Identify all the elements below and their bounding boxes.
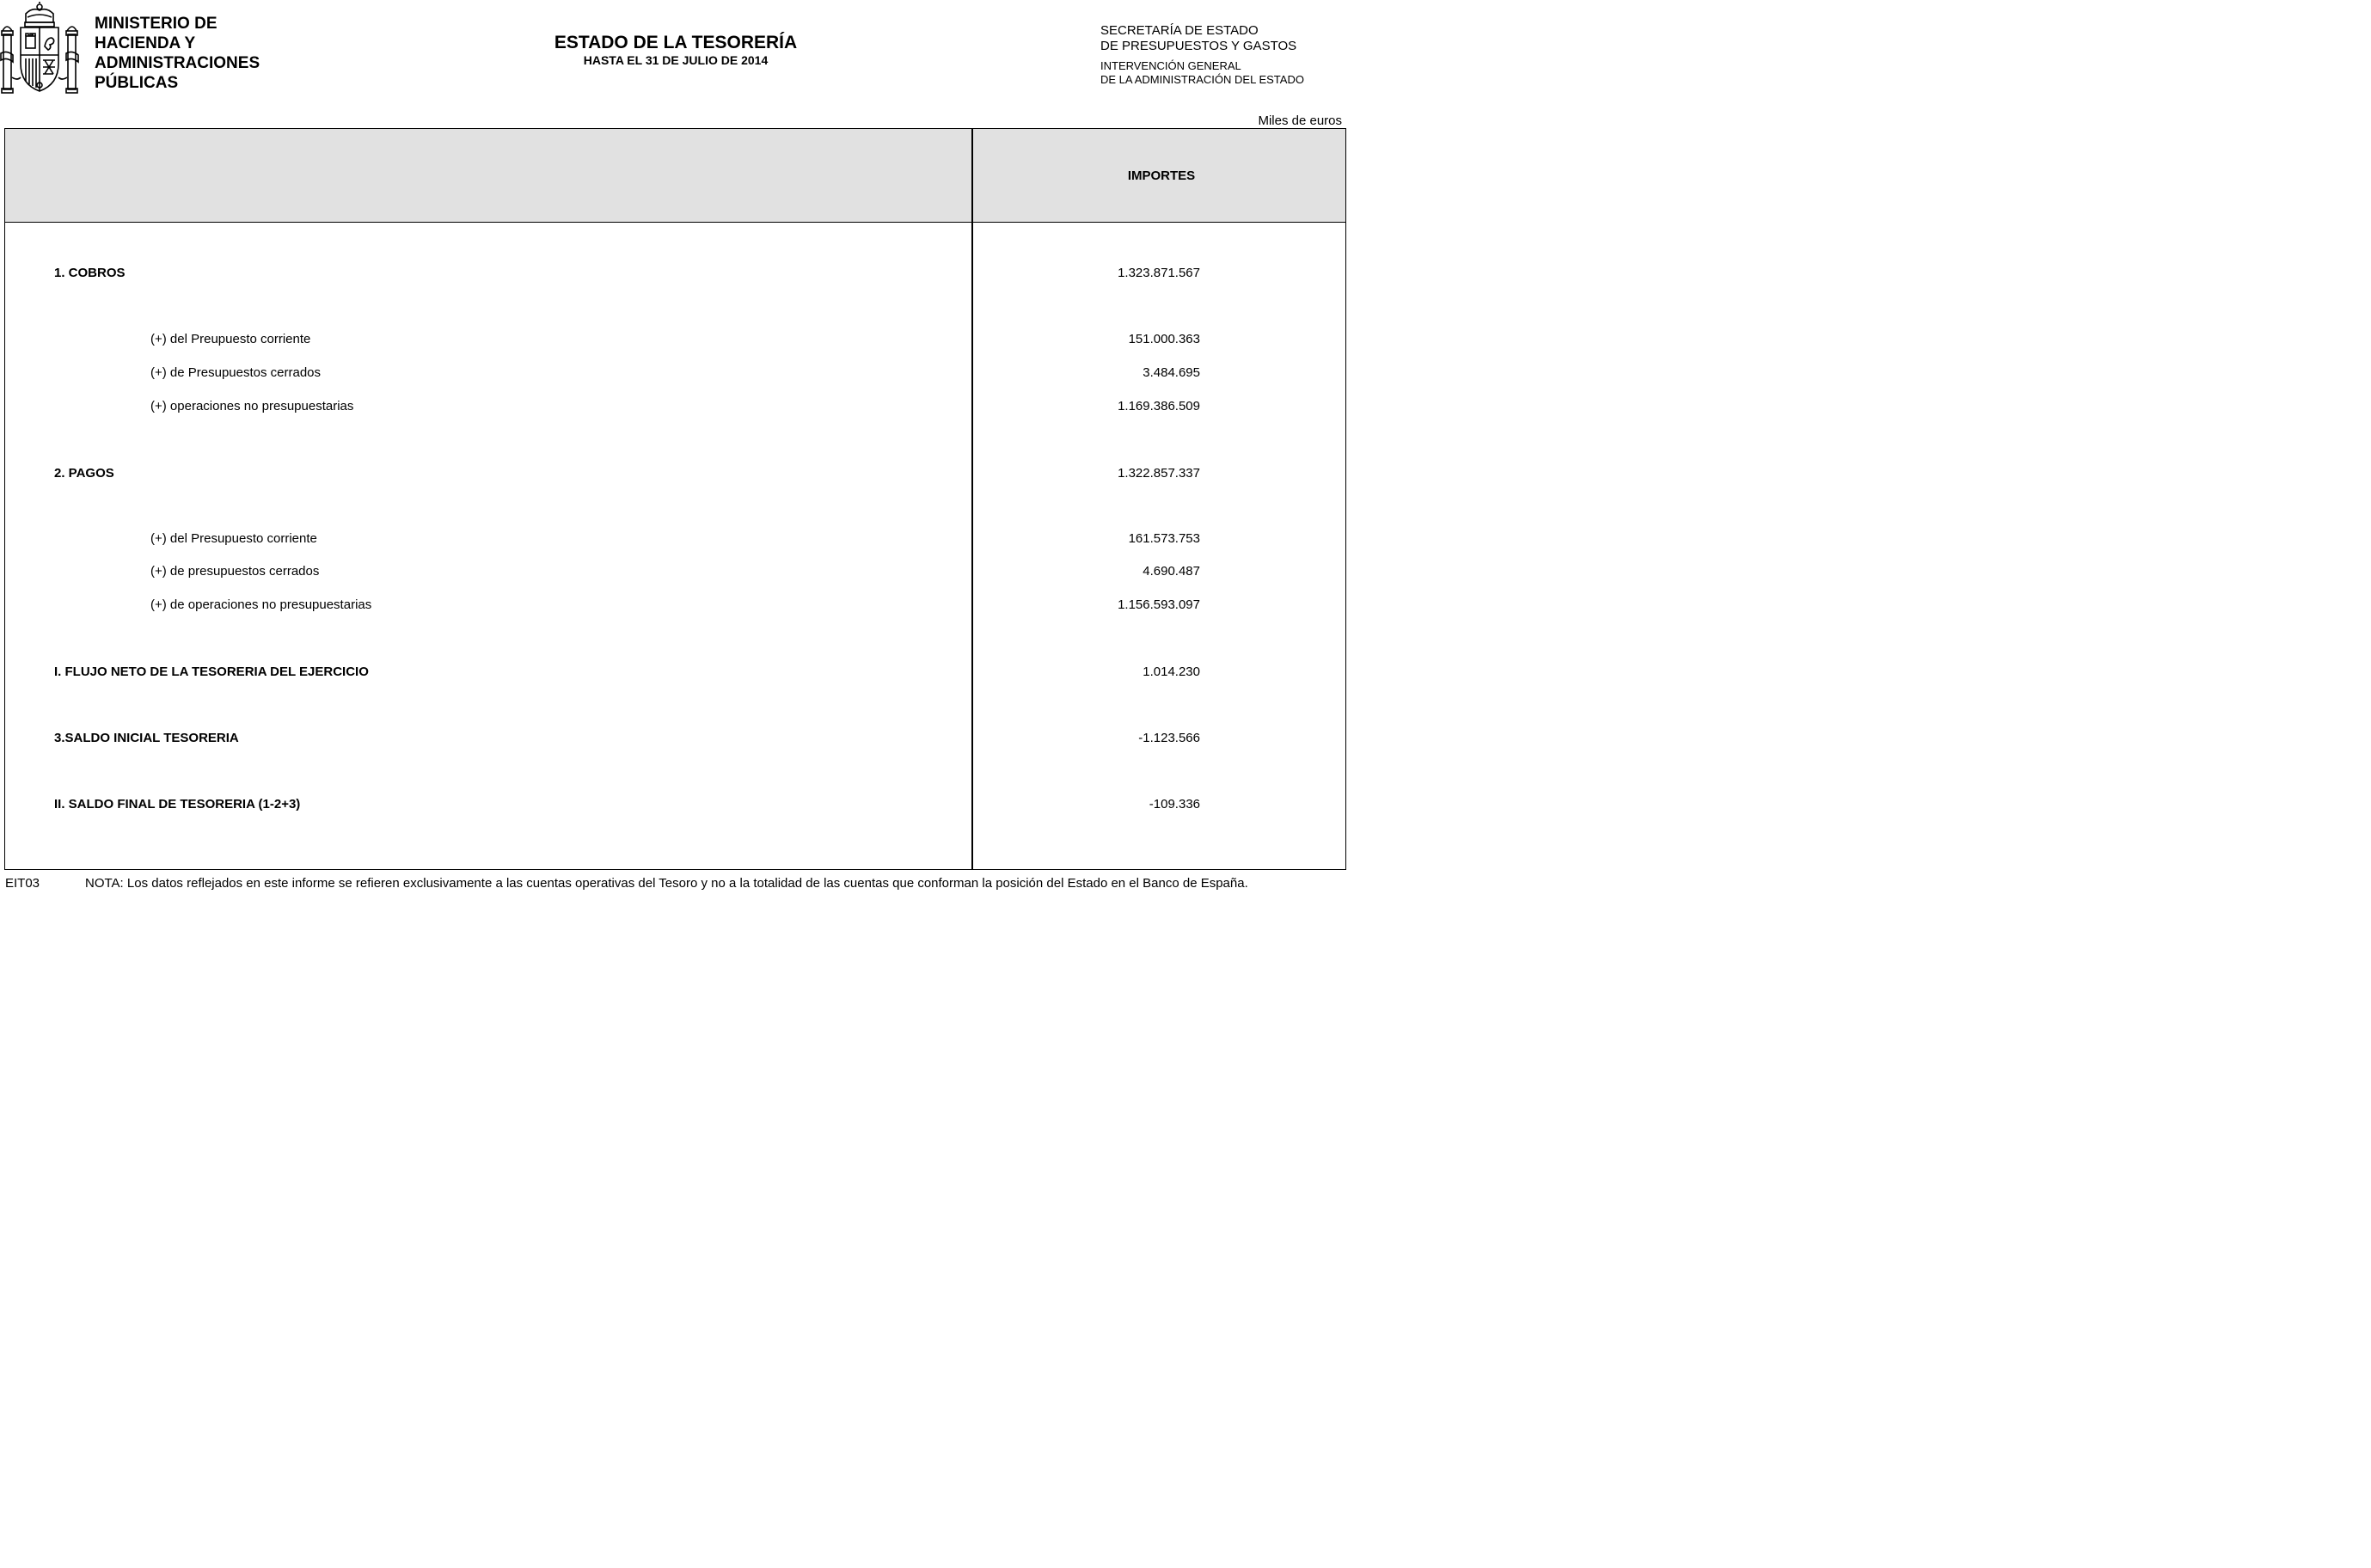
row-value: 1.156.593.097 [1118, 597, 1200, 612]
row-value: 151.000.363 [1128, 332, 1200, 346]
column-divider [971, 128, 973, 870]
report-code: EIT03 [5, 876, 40, 891]
row-label: (+) de operaciones no presupuestarias [150, 597, 372, 612]
table-row [5, 466, 1345, 483]
report-title: ESTADO DE LA TESORERÍA [554, 33, 798, 52]
intervencion-block [1100, 59, 1304, 86]
row-value: -1.123.566 [1138, 731, 1200, 745]
table-row [5, 266, 1345, 283]
row-label: 2. PAGOS [54, 466, 114, 481]
treasury-table [4, 128, 1346, 870]
table-row [5, 365, 1345, 383]
row-label: (+) de Presupuestos cerrados [150, 365, 322, 380]
row-label: (+) operaciones no presupuestarias [150, 399, 354, 413]
ministry-line: ADMINISTRACIONES [95, 54, 260, 72]
footer-note: NOTA: Los datos reflejados en este informe se refieren exclusivamente a las cuentas operativas del Tesoro y no a la totalidad de las cuentas que conforman la posición del Estado en el Banco de España. [85, 876, 1248, 891]
secretaria-block [1100, 23, 1296, 54]
table-row [5, 597, 1345, 615]
table-row [5, 731, 1345, 748]
secretaria-line: DE PRESUPUESTOS Y GASTOS [1100, 39, 1297, 53]
row-label: 1. COBROS [54, 266, 126, 280]
intervencion-line: DE LA ADMINISTRACIÓN DEL ESTADO [1100, 72, 1304, 86]
row-label: I. FLUJO NETO DE LA TESORERIA DEL EJERCICIO [54, 665, 369, 679]
row-value: 3.484.695 [1143, 365, 1200, 380]
row-label: II. SALDO FINAL DE TESORERIA (1-2+3) [54, 797, 301, 812]
row-value: 161.573.753 [1128, 531, 1200, 546]
table-row [5, 399, 1345, 416]
secretaria-line: SECRETARÍA DE ESTADO [1100, 23, 1259, 38]
table-row [5, 531, 1345, 548]
intervencion-line: INTERVENCIÓN GENERAL [1100, 59, 1241, 72]
row-label: 3.SALDO INICIAL TESORERIA [54, 731, 239, 745]
units-label: Miles de euros [1258, 113, 1342, 128]
ministry-line: HACIENDA Y [95, 34, 196, 52]
table-row [5, 797, 1345, 814]
row-label: (+) del Preupuesto corriente [150, 332, 311, 346]
row-value: 1.323.871.567 [1118, 266, 1200, 280]
row-value: 1.169.386.509 [1118, 399, 1200, 413]
report-subtitle: HASTA EL 31 DE JULIO DE 2014 [583, 53, 769, 67]
row-value: -109.336 [1149, 797, 1200, 812]
report-title-block [504, 33, 848, 68]
table-row [5, 665, 1345, 682]
table-row [5, 332, 1345, 349]
row-label: (+) de presupuestos cerrados [150, 564, 320, 579]
row-value: 1.322.857.337 [1118, 466, 1200, 481]
ministry-line: PÚBLICAS [95, 74, 179, 92]
column-header-importes: IMPORTES [1127, 168, 1196, 183]
ministry-line: MINISTERIO DE [95, 15, 217, 33]
table-row [5, 564, 1345, 581]
ministry-name [95, 14, 260, 93]
row-label: (+) del Presupuesto corriente [150, 531, 317, 546]
row-value: 4.690.487 [1143, 564, 1200, 579]
coat-of-arms-logo [0, 2, 79, 96]
row-value: 1.014.230 [1143, 665, 1200, 679]
